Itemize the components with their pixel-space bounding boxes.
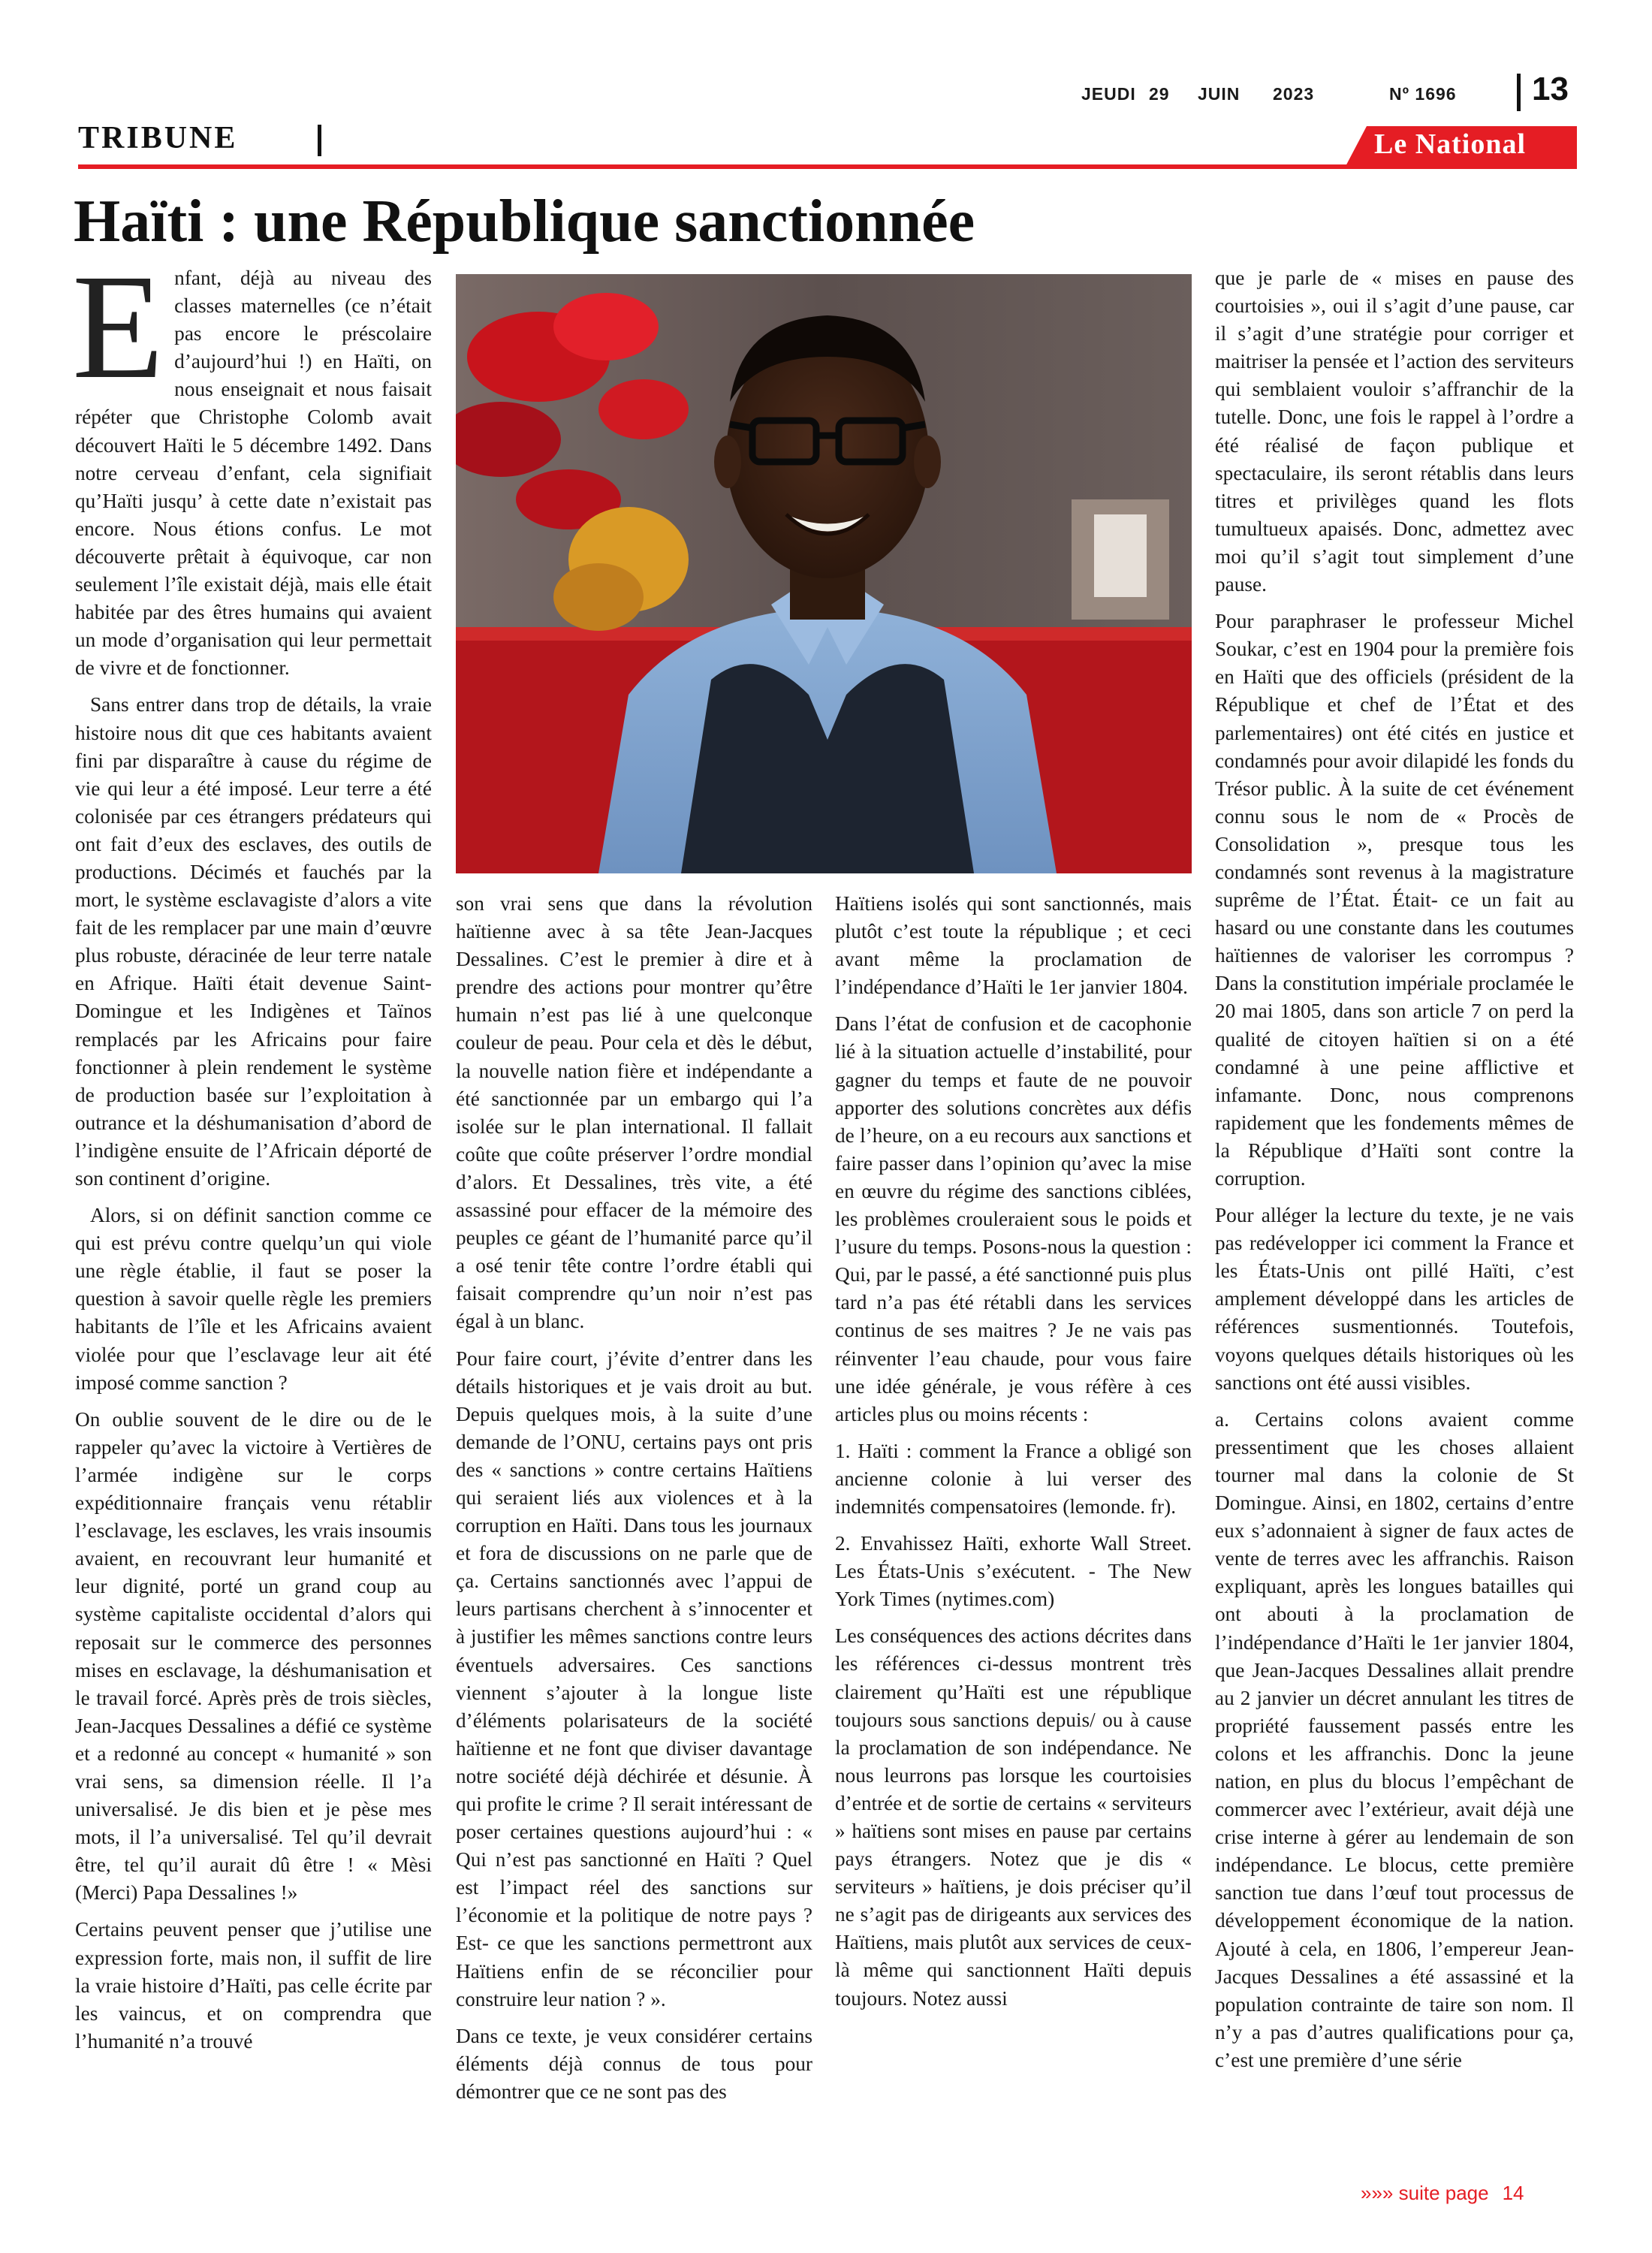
paragraph: Pour faire court, j’évite d’entrer dans les détails historiques et je vais droit au but. Depuis quelques mois, à la suite d’une demande de l’ONU, certains pays ont pris des « sanctions » contre certains Haïtiens qui seraient liés aux violences et à la corruption en Haïti. Dans tous les journaux et fora de discussions on ne parle que de ça. Certains sanctionnés avec l’appui de leurs partisans cherchent à s’innocenter et à justifier les mêmes sanctions contre leurs éventuels adversaires. Ces sanctions viennent s’ajouter à la longue liste d’éléments polarisateurs de la société haïtienne et ne font que diviser davantage notre société déjà déchirée et désunie. À qui profite le crime ? Il serait intéressant de poser certaines questions aujourd’hui : « Qui n’est pas sanctionné en Haïti ? Quel est l’impact réel des sanctions sur l’économie et la politique de notre pays ? Est- ce que les sanctions permettront aux Haïtiens enfin de se réconcilier pour construire leur nation ? ».: [456, 1347, 812, 2010]
paragraph: On oublie souvent de le dire ou de le rappeler qu’avec la victoire à Vertières de l’armée indigène sur le corps expéditionnaire français venu rétablir l’esclavage, les esclaves, les vrais insoumis avaient, en recouvrant leur humanité et leur dignité, porté un grand coup au système capitaliste occidental d’alors qui reposait sur le commerce des personnes mises en esclavage, la déshumanisation et le travail forcé. Après près de trois siècles, Jean-Jacques Dessalines a défié ce système et a redonné au concept « humanité » son vrai sens, sa dimension réelle. Il l’a universalisé. Je dis bien et je pèse mes mots, il l’a universalisé. Tel qu’il devrait être, tel qu’il aurait dû être ! « Mèsi (Merci) Papa Dessalines !»: [75, 1407, 432, 1905]
reference-item: 1. Haïti : comment la France a obligé son ancienne colonie à lui verser des indemnités compensatoires (lemonde. fr).: [835, 1439, 1192, 1518]
paragraph: Certains peuvent penser que j’utilise une expression forte, mais non, il suffit de lire la vraie histoire d’Haïti, pas celle écrite par les vaincus, et on comprendra que l’humanité n’a trouvé: [75, 1918, 432, 2052]
continued-label: »»» suite page: [1361, 2182, 1489, 2204]
paragraph: Haïtiens isolés qui sont sanctionnés, mais plutôt c’est toute la république ; et ceci avant même la proclamation de l’indépendance d’Haïti le 1er janvier 1804.: [835, 892, 1192, 999]
article-column-4: [1215, 264, 1574, 2083]
continued-page-number: 14: [1502, 2182, 1524, 2204]
paragraph: Dans ce texte, je veux considérer certains éléments déjà connus de tous pour démontrer que ce ne sont pas des: [456, 2024, 812, 2103]
drop-cap: E: [72, 244, 164, 410]
page-number-divider: [1517, 74, 1521, 111]
article-column-2: [456, 890, 812, 2115]
issue-month: JUIN: [1198, 84, 1241, 104]
issue-year: 2023: [1273, 84, 1315, 104]
paragraph: Sans entrer dans trop de détails, la vraie histoire nous dit que ces habitants avaient fini par disparaître à cause du régime de vie qui leur a été imposé. Leur terre a été colonisée par ces étrangers prédateurs qui ont fait d’eux des esclaves, des outils de productions. Décimés et fauchés par la mort, le système esclavagiste d’alors a vite fait de les remplacer par une main d’œuvre plus robuste, déracinée de leur terre natale en Afrique. Haïti était devenue Saint-Domingue et les Indigènes et Taïnos remplacés par les Africains pour faire fonctionner à plein rendement le système de production basée sur l’exploitation à outrance et la déshumanisation d’abord de l’indigène ensuite de l’Africain déporté de son continent d’origine.: [75, 693, 432, 1190]
author-photo: [456, 274, 1192, 873]
issue-day: JEUDI: [1081, 84, 1136, 104]
paragraph-text: nfant, déjà au niveau des classes maternelles (ce n’était pas encore le préscolaire d’aujourd’hui !) en Haïti, on nous enseignait et nous faisait répéter que Christophe Colomb avait découvert Haïti le 5 décembre 1492. Dans notre cerveau d’enfant, cela signifiait qu’Haïti jusqu’ à cette date n’existait pas encore. Nous étions confus. Le mot découverte prêtait à équivoque, car non seulement l’île existait déjà, mais elle était habitée par des êtres humains qui avaient un mode d’organisation qui leur permettait de vivre et de fonctionner.: [75, 267, 432, 680]
section-label: TRIBUNE: [78, 121, 238, 155]
paragraph: que je parle de « mises en pause des courtoisies », oui il s’agit d’une pause, car il s’agit d’une stratégie pour corriger et maitriser la pensée et l’action des serviteurs qui semblaient vouloir s’affranchir de la tutelle. Donc, une fois le rappel à l’ordre a été réalisé de façon publique et spectaculaire, ils seront rétablis dans leurs titres et privilèges quand les flots tumultueux apaisés. Donc, admettez avec moi qu’il s’agit tout simplement d’une pause.: [1215, 267, 1574, 596]
paragraph: Les conséquences des actions décrites dans les références ci-dessus montrent très clairement qu’Haïti est une république toujours sous sanctions depuis/ ou à cause la proclamation de son indépendance. Ne nous leurrons pas lorsque les courtoisies d’entrée et de sortie de certains « serviteurs » haïtiens sont mises en pause par certains pays étrangers. Notez que je dis « serviteurs » haïtiens, je dois préciser qu’il ne s’agit pas de dirigeants aux services des Haïtiens, mais plutôt aux services de ceux-là même qui sanctionnent Haïti depuis toujours. Notez aussi: [835, 1624, 1192, 2010]
issue-number: Nº 1696: [1389, 84, 1457, 104]
paragraph: Pour alléger la lecture du texte, je ne vais pas redévelopper ici comment la France et les États-Unis ont pillé Haïti, c’est amplement développé dans les articles de références susmentionnés. Toutefois, voyons quelques détails historiques où les sanctions ont été aussi visibles.: [1215, 1204, 1574, 1394]
article-column-1: [72, 244, 432, 2064]
article-headline: Haïti : une République sanctionnée: [74, 189, 975, 255]
continued-on-page[interactable]: [1361, 2182, 1524, 2205]
article-column-3: [835, 890, 1192, 2022]
paragraph: Pour paraphraser le professeur Michel Soukar, c’est en 1904 pour la première fois en Haïti que des officiels (président de la République et chef de l’État et des parlementaires) ont été cités en justice et condamnés pour avoir dilapidé les fonds du Trésor public. À la suite de cet événement connu sous le nom de « Procès de Consolidation », presque tous les condamnés sont revenus à la magistrature suprême de l’État. Était- ce un fait au hasard ou une constante dans les coutumes haïtiennes de valoriser les corrompus ? Dans la constitution impériale proclamée le 20 mai 1805, dans son article 7 on perd la qualité de citoyen haïtien si on a été condamné à une peine afflictive et infamante. Donc, nous comprenons rapidement que les fondements mêmes de la République d’Haïti sont contre la corruption.: [1215, 610, 1574, 1190]
page-number: 13: [1532, 71, 1569, 107]
brand-name: Le National: [1374, 128, 1527, 160]
paragraph: Alors, si on définit sanction comme ce qui est prévu contre quelqu’un qui viole une règle établie, il faut se poser la question à savoir quelle règle les premiers habitants de l’île et les Africains avaient violée pour que l’esclavage leur ait été imposé comme sanction ?: [75, 1204, 432, 1394]
reference-item: 2. Envahissez Haïti, exhorte Wall Street. Les États-Unis s’exécutent. - The New York Times (nytimes.com): [835, 1532, 1192, 1611]
paragraph: Dans l’état de confusion et de cacophonie lié à la situation actuelle d’instabilité, pour gagner du temps et faute de ne pouvoir apporter des solutions concrètes aux défis de l’heure, on a eu recours aux sanctions et faire passer dans l’opinion qu’avec la mise en œuvre du régime des sanctions ciblées, les problèmes crouleraient sous le poids et l’usure du temps. Posons-nous la question : Qui, par le passé, a été sanctionné puis plus tard n’a pas été rétabli dans les services continus de ses maitres ? Je ne vais pas réinventer l’eau chaude, pour vous faire une idée générale, je vous réfère à ces articles plus ou moins récents :: [835, 1012, 1192, 1425]
paragraph: son vrai sens que dans la révolution haïtienne avec à sa tête Jean-Jacques Dessalines. C’est le premier à dire et à prendre des actions pour montrer qu’être humain n’est pas lié à une quelconque couleur de peau. Pour cela et dès le début, la nouvelle nation fière et indépendante a été sanctionnée par un embargo qui l’a isolée sur le plan international. Il fallait coûte que coûte préserver l’ordre mondial d’alors. Et Dessalines, très vite, a été assassiné pour effacer de la mémoire des peuples ce géant de l’humanité parce qu’il a osé tenir tête contre l’ordre établi qui faisait comprendre qu’un noir n’est pas égal à un blanc.: [456, 892, 812, 1333]
paragraph: a. Certains colons avaient comme pressentiment que les choses allaient tourner mal dans la colonie de St Domingue. Ainsi, en 1802, certains d’entre eux s’adonnaient à signer de faux actes de vente de terres avec les affranchis. Raison expliquant, après les longues batailles qui ont abouti à la proclamation de l’indépendance d’Haïti le 1er janvier 1804, que Jean-Jacques Dessalines allait prendre au 2 janvier un décret annulant les titres de propriété faussement passés entre les colons et les affranchis. Donc la jeune nation, en plus du blocus l’empêchant de commercer avec l’extérieur, avait déjà une crise interne à gérer au lendemain de son indépendance. Le blocus, cette première sanction tue dans l’œuf tout processus de développement économique de la nation. Ajouté à cela, en 1806, l’empereur Jean-Jacques Dessalines a été assassiné et la population contrainte de taire son nom. Il n’y a pas d’autres qualifications pour ça, c’est une première d’une série: [1215, 1407, 1574, 2071]
paragraph: [72, 244, 432, 682]
section-divider: [318, 125, 321, 156]
issue-date: 29: [1149, 84, 1170, 104]
